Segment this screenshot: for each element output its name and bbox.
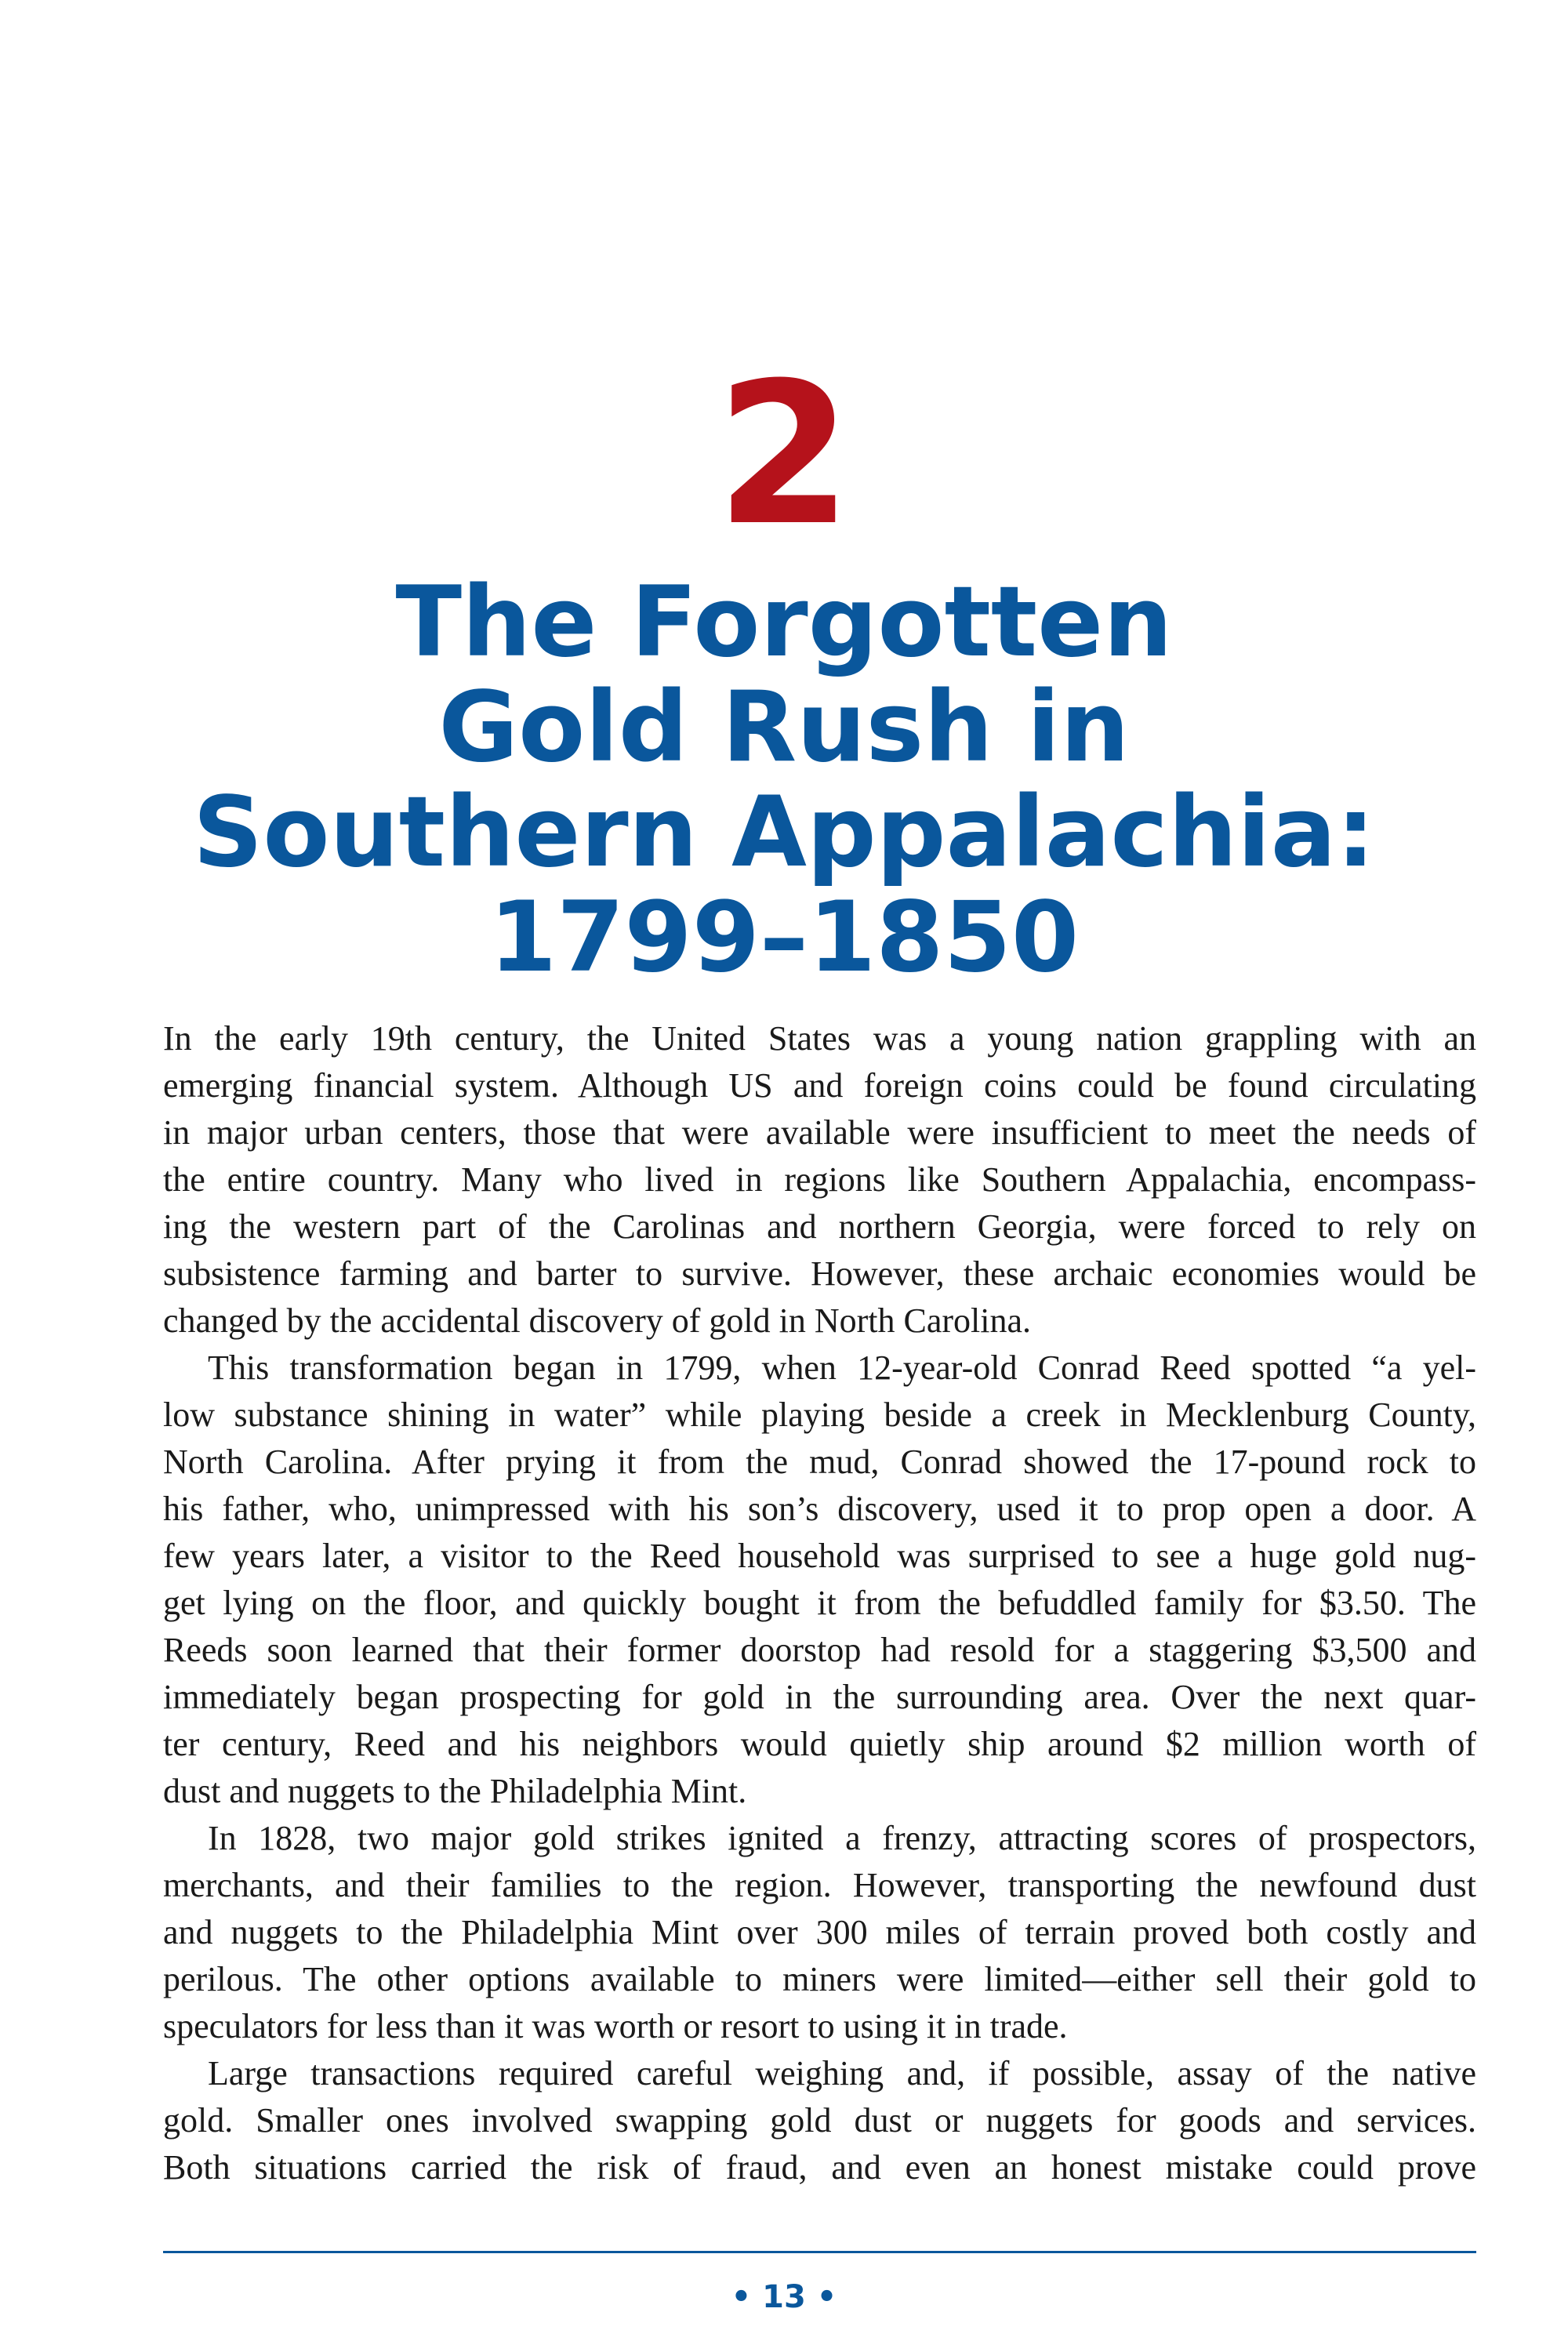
paragraph (163, 1345, 1476, 1815)
paragraph-line: ter century, Reed and his neighbors would quietly ship around $2 million worth of (163, 1725, 1476, 1763)
paragraph-line: This transformation began in 1799, when 12-year-old Conrad Reed spotted “a yel- (208, 1348, 1476, 1387)
paragraph (163, 2050, 1476, 2191)
chapter-title (118, 566, 1450, 994)
paragraph-line: changed by the accidental discovery of gold in North Carolina. (163, 1301, 1031, 1340)
chapter-title-line: The Forgotten (395, 566, 1173, 679)
paragraph-line: the entire country. Many who lived in regions like Southern Appalachia, encompass- (163, 1160, 1476, 1199)
paragraph-line: Both situations carried the risk of fraud, and even an honest mistake could prove (163, 2148, 1476, 2187)
chapter-number: 2 (716, 340, 852, 568)
paragraph-line: subsistence farming and barter to survive. However, these archaic economies would be (163, 1254, 1476, 1293)
body-text (163, 1015, 1476, 2191)
paragraph-line: get lying on the floor, and quickly bought it from the befuddled family for $3.50. The (163, 1584, 1476, 1622)
paragraph-line: gold. Smaller ones involved swapping gold dust or nuggets for goods and services. (163, 2101, 1476, 2140)
paragraph-line: ing the western part of the Carolinas and northern Georgia, were forced to rely on (163, 1207, 1476, 1246)
paragraph-line: Large transactions required careful weighing and, if possible, assay of the native (208, 2054, 1476, 2092)
paragraph-line: North Carolina. After prying it from the mud, Conrad showed the 17-pound rock to (163, 1443, 1476, 1481)
paragraph (163, 1015, 1476, 1345)
footer-rule (163, 2251, 1476, 2253)
paragraph-line: immediately began prospecting for gold in the surrounding area. Over the next quar- (163, 1678, 1476, 1716)
paragraph-line: speculators for less than it was worth or resort to using it in trade. (163, 2007, 1068, 2045)
paragraph-line: perilous. The other options available to miners were limited—either sell their gold to (163, 1960, 1476, 1998)
paragraph-line: in major urban centers, those that were available were insufficient to meet the needs of (163, 1113, 1476, 1152)
chapter-title-line: 1799–1850 (488, 881, 1080, 994)
chapter-title-line: Southern Appalachia: (193, 776, 1375, 889)
paragraph (163, 1815, 1476, 2050)
paragraph-line: low substance shining in water” while playing beside a creek in Mecklenburg County, (163, 1396, 1476, 1434)
paragraph-line: emerging financial system. Although US and foreign coins could be found circulating (163, 1066, 1476, 1105)
page-number: • 13 • (731, 2279, 837, 2315)
paragraph-line: In 1828, two major gold strikes ignited a frenzy, attracting scores of prospectors, (208, 1819, 1476, 1857)
chapter-title-line: Gold Rush in (438, 671, 1130, 784)
paragraph-line: his father, who, unimpressed with his son’s discovery, used it to prop open a door. A (163, 1490, 1476, 1528)
paragraph-line: few years later, a visitor to the Reed household was surprised to see a huge gold nug- (163, 1537, 1476, 1575)
paragraph-line: merchants, and their families to the region. However, transporting the newfound dust (163, 1866, 1476, 1904)
paragraph-line: Reeds soon learned that their former doorstop had resold for a staggering $3,500 and (163, 1631, 1476, 1669)
paragraph-line: In the early 19th century, the United States was a young nation grappling with an (163, 1019, 1476, 1058)
paragraph-line: dust and nuggets to the Philadelphia Mint. (163, 1772, 747, 1810)
paragraph-line: and nuggets to the Philadelphia Mint over 300 miles of terrain proved both costly and (163, 1913, 1476, 1951)
